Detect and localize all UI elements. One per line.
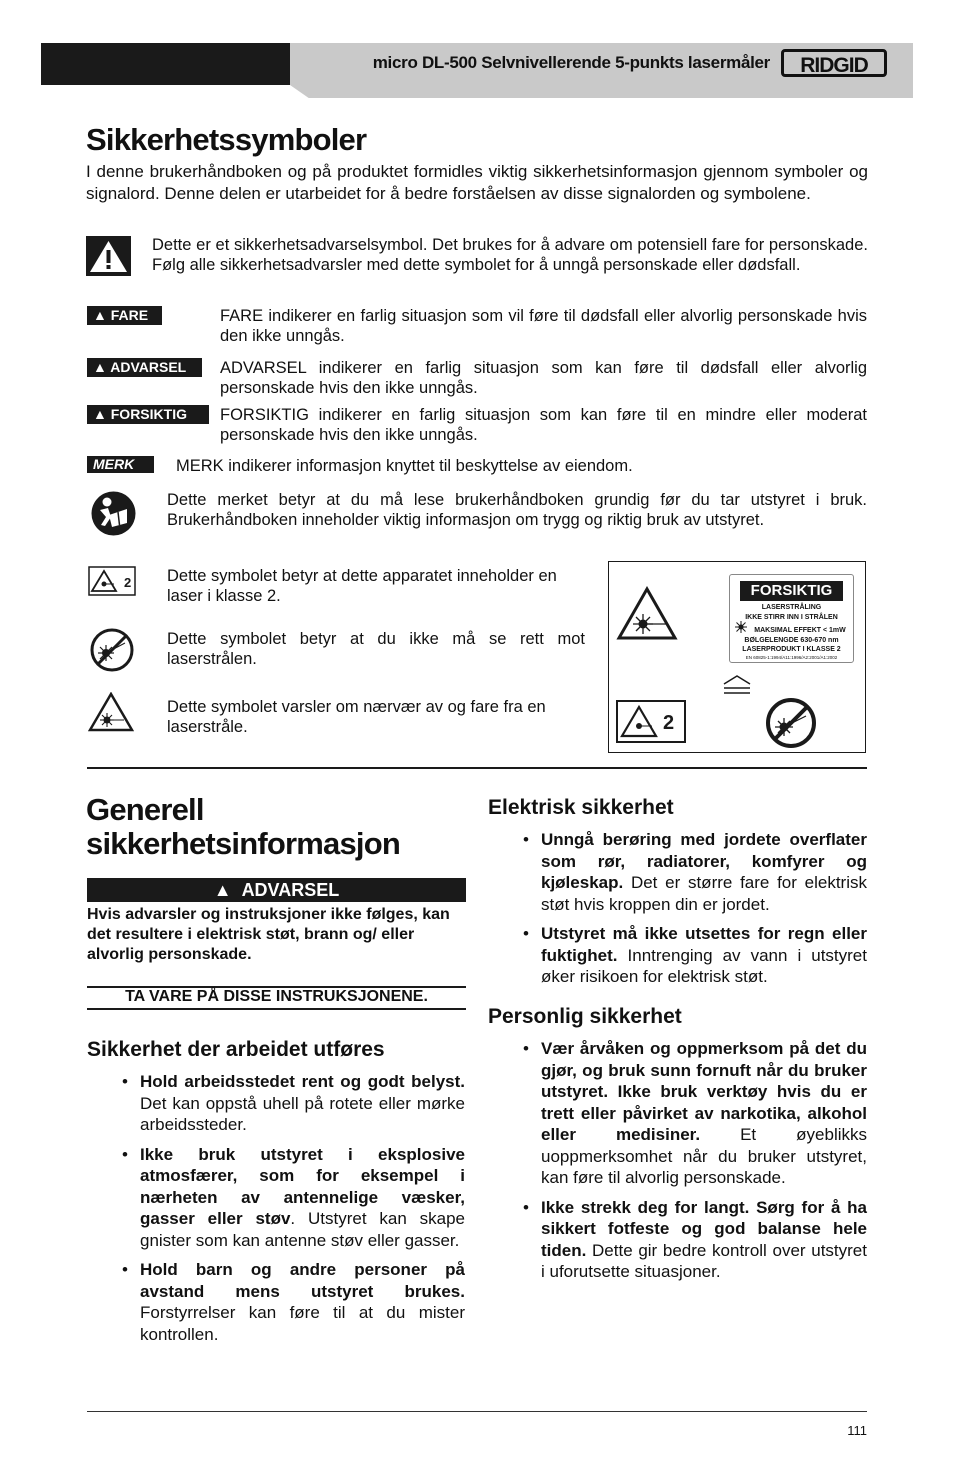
caution-line-3: MAKSIMAL EFFEKT < 1mW — [754, 627, 846, 634]
fare-text: FARE indikerer en farlig situasjon som vil føre til dødsfall eller alvorlig personskade hvis den ikke unngås. — [220, 307, 867, 345]
safety-alert-icon — [86, 236, 131, 276]
list-item: • Ikke strekk deg for langt. Sørg for å ha sikkert fotfeste og god balanse hele tiden. Dette gir bedre kontroll over utstyret i uforutsette situasjoner. — [541, 1197, 867, 1283]
caution-line-2: IKKE STIRR INN I STRÅLEN — [745, 614, 838, 621]
page-number: 111 — [847, 1423, 867, 1438]
symbols-intro: I denne brukerhåndboken og på produktet formidles viktig sikkerhetsinformasjon gjennom symboler og signalord. Denne delen er utarbeidet for å bedre forståelsen av disse signalorden og symbolene. — [86, 162, 868, 203]
electrical-heading: Elektrisk sikkerhet — [488, 796, 674, 819]
alert-symbol-text: Dette er et sikkerhetsadvarselsymbol. Det brukes for å advare om potensiell fare for personskade. Følg alle sikkerhetsadvarsler med dette symbolet for å unngå personskade eller dødsfall. — [152, 236, 868, 274]
advarsel-badge: ▲ ADVARSEL — [87, 358, 202, 377]
svg-text:2: 2 — [663, 712, 675, 734]
caution-line-4: BØLGELENGDE 630-670 nm — [744, 637, 839, 644]
list-item: • Ikke bruk utstyret i eksplosive atmosfærer, som for eksempel i nærheten av antennelige væsker, gasser eller støv. Utstyret kan skape gnister som kan antenne støv eller gasser. — [140, 1144, 465, 1252]
svg-text:2: 2 — [124, 575, 132, 590]
header-underline — [290, 85, 913, 98]
caution-sticker-title: FORSIKTIG — [740, 581, 843, 601]
label-no-stare-icon — [764, 696, 818, 750]
read-manual-icon — [91, 491, 136, 536]
caution-line-1: LASERSTRÅLING — [761, 604, 822, 611]
header-title: micro DL-500 Selvnivellerende 5-punkts lasermåler — [372, 53, 770, 72]
work-area-list — [140, 1071, 465, 1353]
laser-warning-icon — [88, 692, 134, 732]
ridgid-logo: RIDGID — [781, 49, 887, 77]
symbols-heading: Sikkerhetssymboler — [86, 122, 367, 157]
laser-class-text: Dette symbolet betyr at dette apparatet inneholder en laser i klasse 2. — [167, 567, 557, 605]
electrical-list — [541, 829, 867, 996]
list-item: • Hold arbeidsstedet rent og godt belyst. Det kan oppstå uhell på rotete eller mørke arbeidssteder. — [140, 1071, 465, 1136]
label-laser-warning-icon — [616, 586, 678, 642]
list-item: • Unngå berøring med jordete overflater som rør, radiatorer, komfyrer og kjøleskap. Det er større fare for elektrisk støt hvis kroppen din er jordet. — [541, 829, 867, 915]
personal-heading: Personlig sikkerhet — [488, 1005, 682, 1028]
section-divider — [87, 767, 867, 769]
header-black-bar — [41, 43, 290, 85]
caution-line-5: LASERPRODUKT I KLASSE 2 — [742, 646, 841, 653]
personal-list — [541, 1038, 867, 1291]
forsiktig-badge: ▲ FORSIKTIG — [87, 405, 209, 424]
fare-badge: ▲ FARE — [87, 306, 162, 325]
list-item: • Hold barn og andre personer på avstand mens utstyret brukes. Forstyrrelser kan føre til at du mister kontrollen. — [140, 1259, 465, 1345]
keep-instructions-text: TA VARE PÅ DISSE INSTRUKSJONENE. — [125, 988, 428, 1005]
laser-class-2-icon — [88, 566, 136, 596]
caution-line-6: EN 60825-1:1994/A11:1996/A2:2001/A1:2002 — [745, 655, 838, 660]
list-item: • Utstyret må ikke utsettes for regn eller fuktighet. Inntrenging av vann i utstyret øker risikoen for elektrisk støt. — [541, 923, 867, 988]
manual-text: Dette merket betyr at du må lese brukerhåndboken grundig før du tar utstyret i bruk. Brukerhåndboken inneholder viktig informasjon om trygg og riktig bruk av utstyret. — [167, 491, 867, 529]
footer-rule — [87, 1411, 867, 1412]
general-heading: Generell sikkerhetsinformasjon — [86, 792, 400, 861]
label-laser-class-icon — [616, 700, 686, 743]
label-aperture-icon — [722, 674, 752, 696]
work-area-heading: Sikkerhet der arbeidet utføres — [87, 1038, 385, 1061]
advarsel-text: ADVARSEL indikerer en farlig situasjon som kan føre til dødsfall eller alvorlig personskade hvis den ikke unngås. — [220, 359, 867, 397]
warning-badge: ▲ ADVARSEL — [87, 878, 466, 902]
merk-text: MERK indikerer informasjon knyttet til beskyttelse av eiendom. — [176, 457, 633, 475]
laser-warning-text: Dette symbolet varsler om nærvær av og fare fra en laserstråle. — [167, 698, 546, 736]
forsiktig-text: FORSIKTIG indikerer en farlig situasjon som kan føre til en mindre eller moderat personskade hvis den ikke unngås. — [220, 406, 867, 444]
warning-text: Hvis advarsler og instruksjoner ikke følges, kan det resultere i elektrisk støt, brann og/ eller alvorlig personskade. — [87, 906, 450, 963]
list-item: • Vær årvåken og oppmerksom på det du gjør, og bruk sunn fornuft når du bruker utstyret. Ikke bruk verktøy hvis du er trett eller påvirket av narkotika, alkohol eller medisiner. Et øyeblikks uoppmerksomhet når du bruker utstyret, kan føre til alvorlig personskade. — [541, 1038, 867, 1189]
no-stare-laser-icon — [89, 627, 135, 673]
no-stare-text: Dette symbolet betyr at du ikke må se rett mot laserstrålen. — [167, 630, 585, 668]
merk-badge: MERK — [87, 456, 154, 473]
